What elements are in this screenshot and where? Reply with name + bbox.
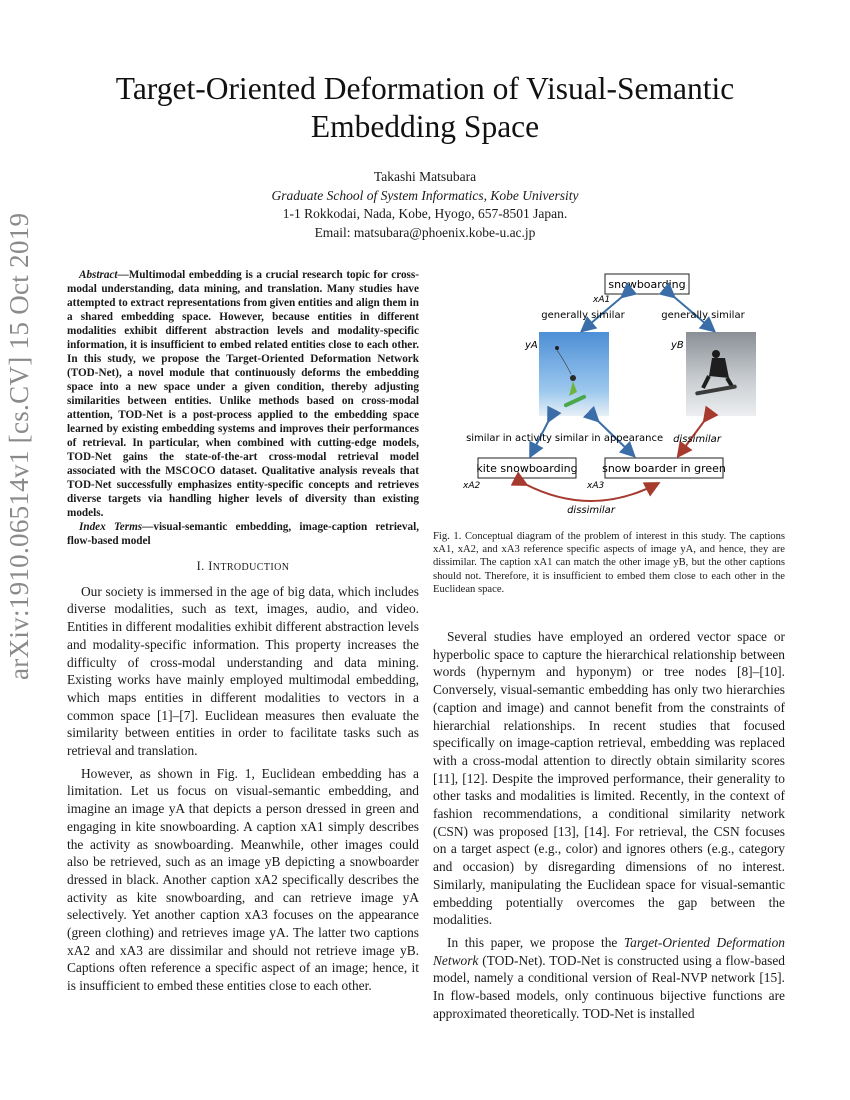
label-similar-appearance: similar in appearance (554, 433, 664, 444)
index-terms-text: —visual-semantic embedding, image-caption retrieval, flow-based model (67, 521, 419, 547)
caption-right-label: xA3 (587, 481, 605, 491)
figure-1 (433, 262, 785, 530)
section-title-rest: NTRODUCTION (212, 562, 290, 573)
caption-right-text: snow boarder in green (602, 462, 726, 475)
index-terms-label: Index Terms (79, 521, 143, 533)
right-column (433, 628, 785, 1027)
caption-box-left (462, 458, 578, 491)
figure-caption: Fig. 1. Conceptual diagram of the problem of interest in this study. The captions xA1, xA2, and xA3 reference specific aspects of image yA, and hence, they are dissimilar. The caption xA1 can match the other image yB, but the other captions should not. Therefore, it is insufficient to embed them close to each other in the Euclidean space. (433, 531, 785, 595)
caption-left-label: xA2 (463, 481, 481, 491)
title-line-2: Embedding Space (310, 109, 540, 144)
image-a-label: yA (525, 340, 538, 351)
arxiv-watermark: arXiv:1910.06514v1 [cs.CV] 15 Oct 2019 (4, 212, 34, 680)
abstract-label: Abstract (79, 269, 118, 281)
right-paragraph-2-start: In this paper, we propose the (447, 934, 624, 950)
image-a (524, 332, 609, 416)
index-terms (67, 520, 419, 548)
caption-top-text: snowboarding (608, 278, 686, 291)
abstract-text: —Multimodal embedding is a crucial research topic for cross-modal understanding, data mining, and translation. Many studies have attempted to extract representations from given entities and align them in a shared embedding space. However, because entities in different modalities exhibit different abstraction levels and modality-specific information, it is insufficient to embed related entities close to each other. In this study, we propose the Target-Oriented Deformation Network (TOD-Net), a novel module that continuously deforms the embedding space into a new space under a given condition, thereby adjusting similarities between entities. Unlike methods based on cross-modal attention, TOD-Net is a post-process applied to the embedding space learned by existing embedding systems and improves their performances of retrieval. In particular, when combined with cutting-edge models, TOD-Net gains the state-of-the-art cross-modal retrieval model associated with the MSCOCO dataset. Qualitative analysis reveals that TOD-Net successfully emphasizes entity-specific concepts and retrieves diverse targets via handling higher levels of diversity than existing models. (67, 269, 419, 519)
author-name: Takashi Matsubara (373, 169, 477, 184)
label-dissimilar-bottom: dissimilar (567, 505, 615, 516)
section-heading (67, 558, 419, 577)
author-block (100, 168, 750, 242)
right-paragraph-2-end: (TOD-Net). TOD-Net is constructed using a flow-based model, namely a conditional version of Real-NVP network [15]. In flow-based models, only continuous bijective functions are approximated theoretically. TOD-Net is installed (433, 952, 785, 1021)
intro-paragraph-2: However, as shown in Fig. 1, Euclidean embedding has a limitation. Let us focus on visual-semantic embedding, and imagine an image yA that depicts a person dressed in green and engaging in kite snowboarding. A caption xA1 simply describes the activity as snowboarding. Meanwhile, other images could also be retrieved, such as an image yB depicting a snowboarder dressed in black. Another caption xA2 specifically describes the activity as kite snowboarding, and can retrieve image yA selectively. Yet another caption xA3 focuses on the appearance (green clothing) and retrieves image yA. The latter two captions xA2 and xA3 are dissimilar and should not retrieve image yB. Captions often reference a specific aspect of an image; hence, it is insufficient to embed these entities close to each other. (67, 765, 419, 994)
label-dissimilar-b: dissimilar (673, 434, 721, 445)
left-column (67, 268, 419, 1000)
section-title-initial: I (208, 559, 213, 573)
caption-top-label: xA1 (593, 295, 611, 305)
caption-left-text: kite snowboarding (476, 462, 578, 475)
label-similar-activity: similar in activity (466, 433, 552, 444)
right-paragraph-2-emphasis: Target-Oriented Deformation Network (433, 934, 785, 968)
intro-paragraph-1: Our society is immersed in the age of big data, which includes diverse modalities, such as text, images, audio, and video. Entities in different modalities exhibit different abstraction levels and modality-specific information. This property increases the difficulty of cross-modal understanding and data mining. Existing works have mainly employed multimodal embedding, which maps entities in different modalities to vectors in a common space [1]–[7]. Euclidean measures then evaluate the similarity between entities in order to facilitate tasks such as retrieval and translation. (67, 583, 419, 759)
label-generally-similar-right: generally similar (661, 310, 745, 321)
affiliation: Graduate School of System Informatics, Kobe University (271, 187, 579, 203)
abstract (67, 268, 419, 520)
figure-diagram (433, 262, 785, 530)
title-line-1: Target-Oriented Deformation of Visual-Semantic (115, 71, 735, 106)
image-b (670, 332, 756, 416)
caption-box-top (592, 274, 689, 305)
label-generally-similar-left: generally similar (541, 310, 625, 321)
paper-title (60, 70, 790, 146)
address: 1-1 Rokkodai, Nada, Kobe, Hyogo, 657-8501 Japan. (282, 206, 568, 221)
right-paragraph-1: Several studies have employed an ordered vector space or hyperbolic space to capture the hierarchical relationship between words (hypernym and hyponym) or tree nodes [8]–[10]. Conversely, visual-semantic embedding has only two hierarchies (caption and image) and cannot benefit from the constraints of hierarchial relationships. In recent studies that focused specifically on image-caption retrieval, embedding was replaced with a cross-modal attention to directly obtain similarity scores [11], [12]. Despite the improved performance, their generality to other tasks and modalities is limited. Recently, in the context of fashion recommendations, a conditional similarity network (CSN) was proposed [13], [14]. For retrieval, the CSN focuses on a target aspect (e.g., color) and ignores others (e.g., category and occasion) by disregarding dimensions of no interest. Similarly, manipulating the Euclidean space for visual-semantic embedding potentially overcomes the gap between the modalities. (433, 629, 785, 928)
section-number: I. (196, 559, 205, 573)
image-b-label: yB (671, 340, 684, 351)
right-paragraph-2 (433, 934, 785, 1023)
email: Email: matsubara@phoenix.kobe-u.ac.jp (314, 224, 536, 240)
caption-box-right (586, 458, 726, 491)
